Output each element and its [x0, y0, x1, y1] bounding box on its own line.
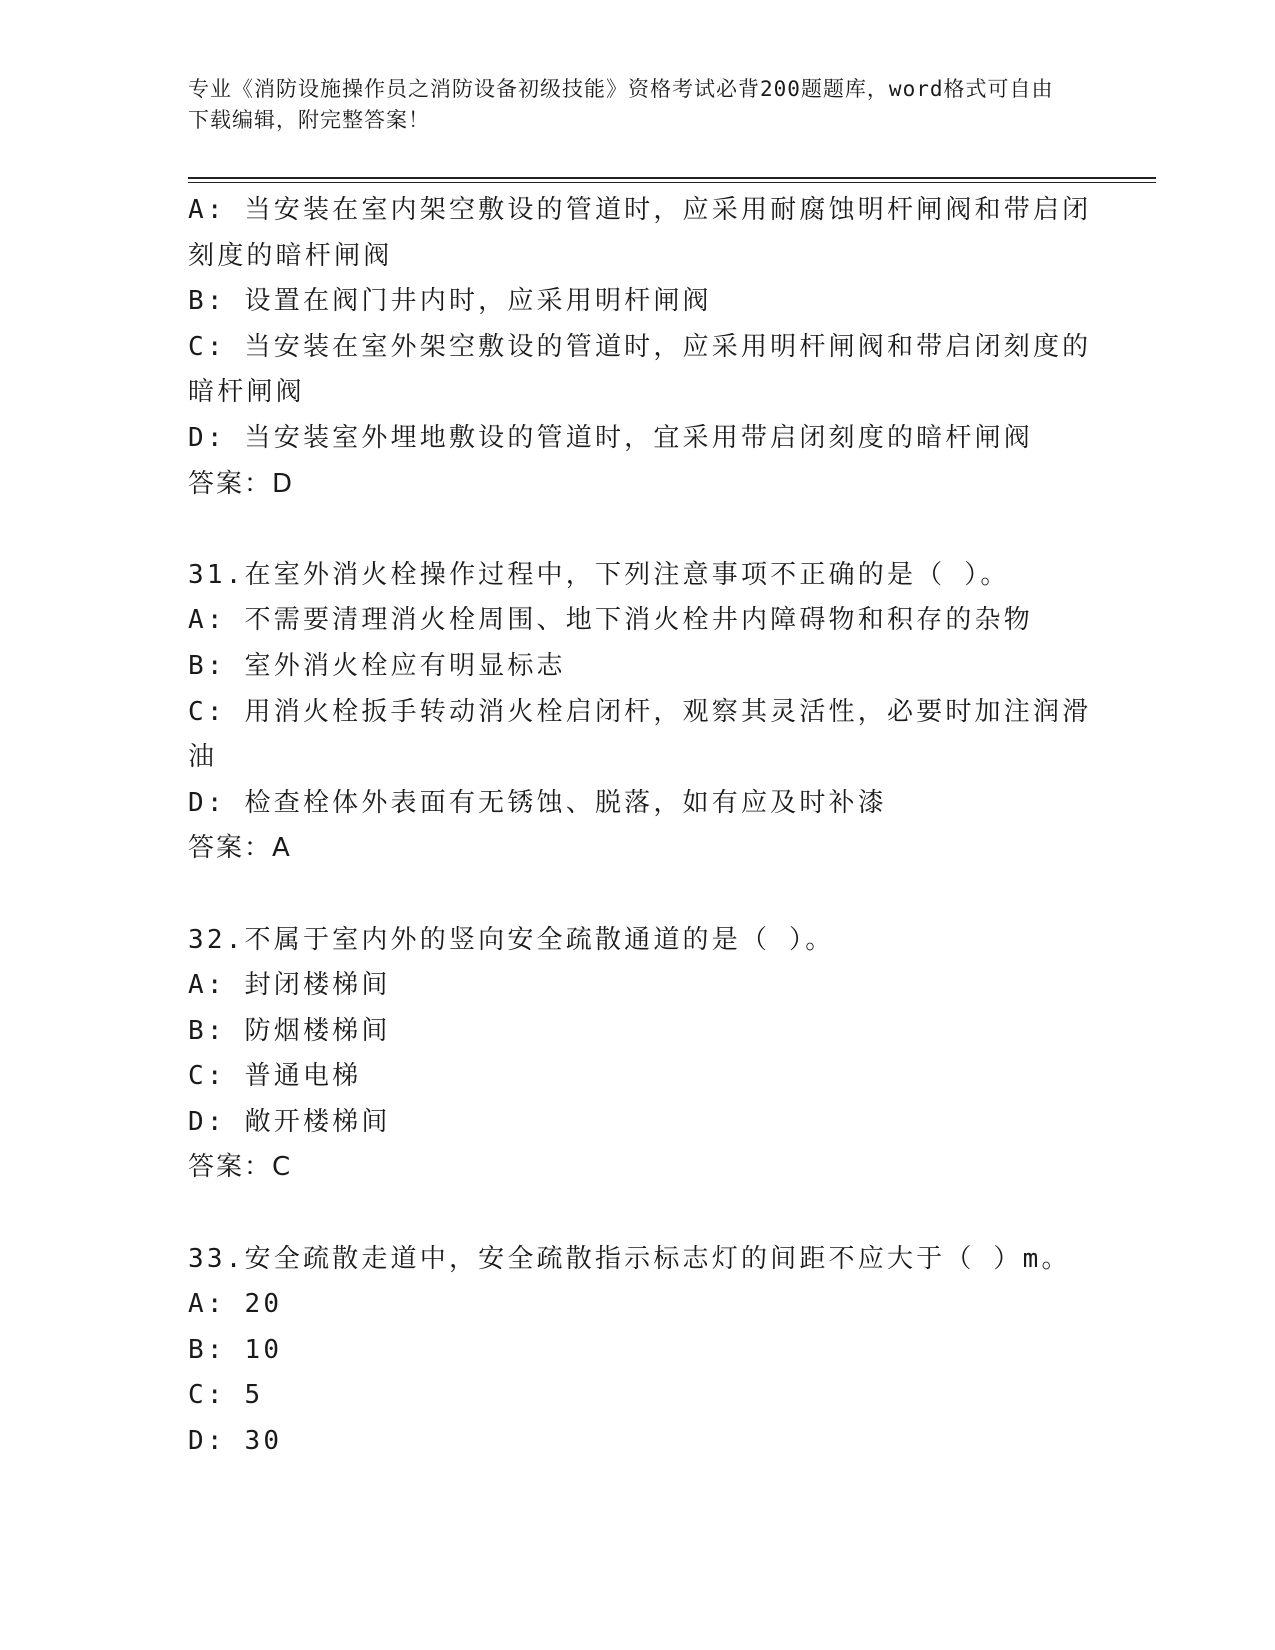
question-32-text: 32.不属于室内外的竖向安全疏散通道的是（ ）。 [188, 924, 835, 955]
spacer [188, 507, 1088, 553]
question-31-text: 31.在室外消火栓操作过程中，下列注意事项不正确的是（ ）。 [188, 559, 1010, 590]
option-b: B: 防烟楼梯间 [188, 1015, 391, 1046]
document-body [188, 188, 1092, 1465]
header-divider-thick [188, 177, 1156, 179]
document-header: 专业《消防设施操作员之消防设备初级技能》资格考试必背200题题库，word格式可自由下载编辑，附完整答案！ [188, 77, 1054, 132]
option-a-line-2: 刻度的暗杆闸阀 [188, 240, 393, 271]
option-d: D: 当安装室外埋地敷设的管道时，宜采用带启闭刻度的暗杆闸阀 [188, 422, 1033, 453]
option-a: A: 封闭楼梯间 [188, 970, 391, 1001]
option-c: C: 普通电梯 [188, 1061, 362, 1092]
option-c: C: 5 [188, 1380, 264, 1411]
header-divider-thin [188, 182, 1156, 183]
answer-label: 答案：A [188, 833, 292, 864]
option-c-line-1: C: 当安装在室外架空敷设的管道时，应采用明杆闸阀和带启闭刻度的 [188, 331, 1092, 362]
answer-label: 答案：C [188, 1152, 293, 1183]
option-b: B: 室外消火栓应有明显标志 [188, 650, 566, 681]
option-a: A: 不需要清理消火栓周围、地下消火栓井内障碍物和积存的杂物 [188, 605, 1033, 636]
question-block-30 [188, 188, 1092, 507]
answer-label: 答案：D [188, 468, 295, 499]
option-a: A: 20 [188, 1289, 283, 1320]
question-block-31 [188, 553, 1092, 872]
spacer [188, 872, 1088, 918]
question-block-32 [188, 918, 1088, 1192]
option-c-line-1: C: 用消火栓扳手转动消火栓启闭杆，观察其灵活性，必要时加注润滑 [188, 696, 1092, 727]
option-d: D: 敞开楼梯间 [188, 1106, 391, 1137]
option-c-line-2: 油 [188, 742, 218, 773]
spacer [188, 1191, 1088, 1237]
option-b: B: 设置在阀门井内时，应采用明杆闸阀 [188, 286, 712, 317]
question-33-text: 33.安全疏散走道中，安全疏散指示标志灯的间距不应大于（ ）m。 [188, 1243, 1071, 1274]
option-d: D: 30 [188, 1426, 283, 1457]
question-block-33 [188, 1237, 1088, 1465]
option-b: B: 10 [188, 1334, 283, 1365]
option-a-line-1: A: 当安装在室内架空敷设的管道时，应采用耐腐蚀明杆闸阀和带启闭 [188, 195, 1092, 225]
option-d: D: 检查栓体外表面有无锈蚀、脱落，如有应及时补漆 [188, 787, 887, 818]
option-c-line-2: 暗杆闸阀 [188, 377, 305, 408]
